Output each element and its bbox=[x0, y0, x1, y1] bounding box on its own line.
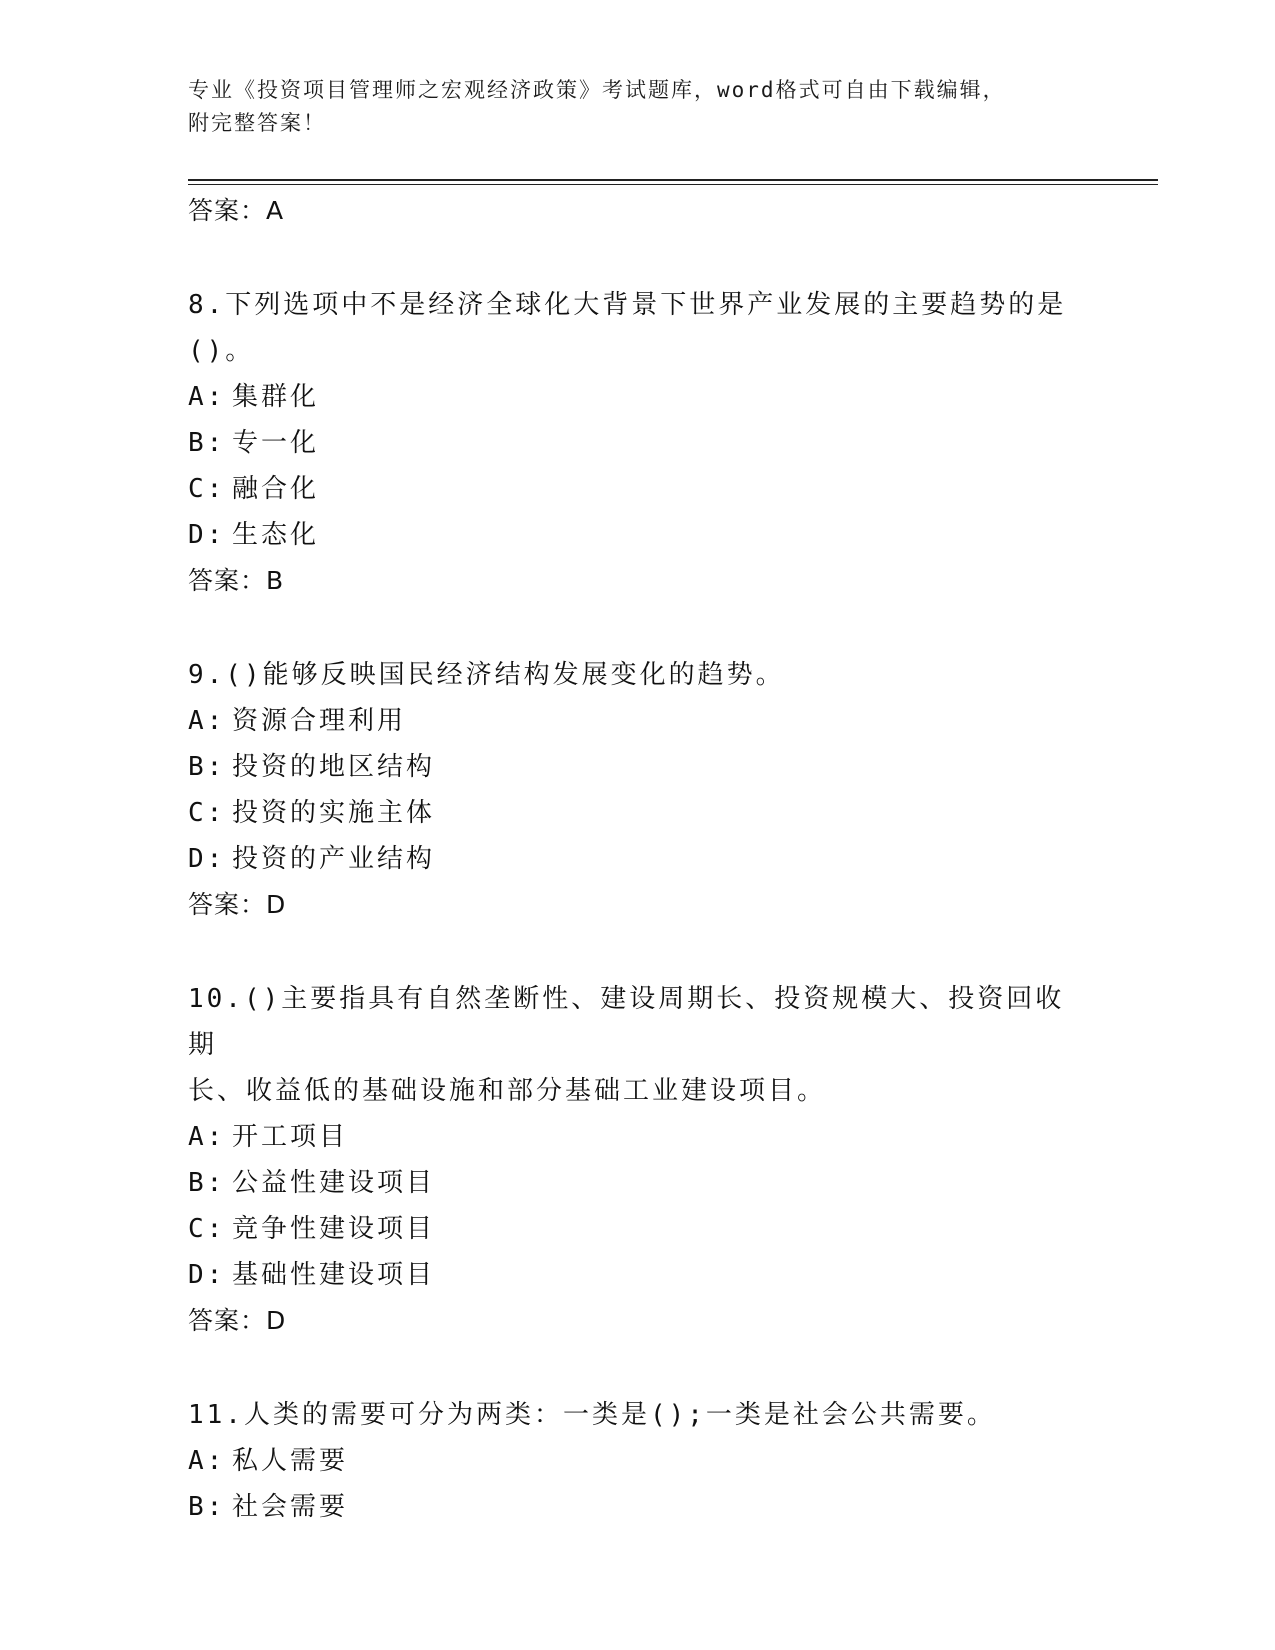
option-text: 竞争性建设项目 bbox=[232, 1214, 436, 1244]
option-text: 投资的产业结构 bbox=[232, 844, 436, 874]
option-letter: D: bbox=[188, 520, 226, 550]
option-b bbox=[188, 744, 1088, 790]
option-d bbox=[188, 1252, 1088, 1298]
answer-line: 答案：D bbox=[188, 1306, 287, 1335]
question-11 bbox=[188, 1392, 1088, 1530]
question-9 bbox=[188, 652, 1088, 928]
option-letter: A: bbox=[188, 382, 226, 412]
option-letter: C: bbox=[188, 798, 226, 828]
option-letter: B: bbox=[188, 428, 226, 458]
header-line-1: 专业《投资项目管理师之宏观经济政策》考试题库，word格式可自由下载编辑， bbox=[188, 78, 1006, 102]
question-stem bbox=[188, 282, 1088, 374]
question-stem-line: 10.()主要指具有自然垄断性、建设周期长、投资规模大、投资回收期 bbox=[188, 984, 1065, 1060]
option-a bbox=[188, 698, 1088, 744]
option-c bbox=[188, 466, 1088, 512]
option-letter: C: bbox=[188, 1214, 226, 1244]
question-stem-line: 长、收益低的基础设施和部分基础工业建设项目。 bbox=[188, 1076, 827, 1106]
option-text: 资源合理利用 bbox=[232, 706, 407, 736]
option-text: 融合化 bbox=[232, 474, 320, 504]
question-stem-line: 8.下列选项中不是经济全球化大背景下世界产业发展的主要趋势的是 bbox=[188, 290, 1067, 320]
option-text: 私人需要 bbox=[232, 1446, 349, 1476]
option-d bbox=[188, 512, 1088, 558]
option-letter: C: bbox=[188, 474, 226, 504]
option-text: 基础性建设项目 bbox=[232, 1260, 436, 1290]
header-divider-thin bbox=[188, 184, 1158, 185]
option-b bbox=[188, 420, 1088, 466]
option-text: 专一化 bbox=[232, 428, 320, 458]
option-a bbox=[188, 1114, 1088, 1160]
option-a bbox=[188, 1438, 1088, 1484]
option-text: 公益性建设项目 bbox=[232, 1168, 436, 1198]
option-letter: B: bbox=[188, 1492, 226, 1522]
option-text: 投资的地区结构 bbox=[232, 752, 436, 782]
question-stem-line: 11.人类的需要可分为两类：一类是();一类是社会公共需要。 bbox=[188, 1400, 996, 1430]
option-letter: D: bbox=[188, 844, 226, 874]
option-a bbox=[188, 374, 1088, 420]
option-c bbox=[188, 1206, 1088, 1252]
header-divider bbox=[188, 179, 1158, 181]
option-letter: A: bbox=[188, 706, 226, 736]
answer-line: 答案：A bbox=[188, 196, 285, 225]
option-text: 集群化 bbox=[232, 382, 320, 412]
question-list bbox=[188, 188, 1088, 1530]
option-b bbox=[188, 1160, 1088, 1206]
question-stem bbox=[188, 652, 1088, 698]
header-line-2: 附完整答案！ bbox=[188, 111, 326, 135]
option-text: 开工项目 bbox=[232, 1122, 349, 1152]
option-d bbox=[188, 836, 1088, 882]
option-text: 社会需要 bbox=[232, 1492, 349, 1522]
document-header bbox=[188, 74, 1068, 140]
question-stem-line: ()。 bbox=[188, 336, 255, 366]
question-10 bbox=[188, 976, 1088, 1344]
option-c bbox=[188, 790, 1088, 836]
option-text: 投资的实施主体 bbox=[232, 798, 436, 828]
option-letter: B: bbox=[188, 752, 226, 782]
option-text: 生态化 bbox=[232, 520, 320, 550]
option-letter: A: bbox=[188, 1446, 226, 1476]
answer-line: 答案：D bbox=[188, 890, 287, 919]
option-letter: D: bbox=[188, 1260, 226, 1290]
option-letter: B: bbox=[188, 1168, 226, 1198]
option-letter: A: bbox=[188, 1122, 226, 1152]
question-stem bbox=[188, 1392, 1088, 1438]
question-stem bbox=[188, 976, 1088, 1114]
option-b bbox=[188, 1484, 1088, 1530]
answer-line: 答案：B bbox=[188, 566, 285, 595]
question-8 bbox=[188, 282, 1088, 604]
question-stem-line: 9.()能够反映国民经济结构发展变化的趋势。 bbox=[188, 660, 785, 690]
